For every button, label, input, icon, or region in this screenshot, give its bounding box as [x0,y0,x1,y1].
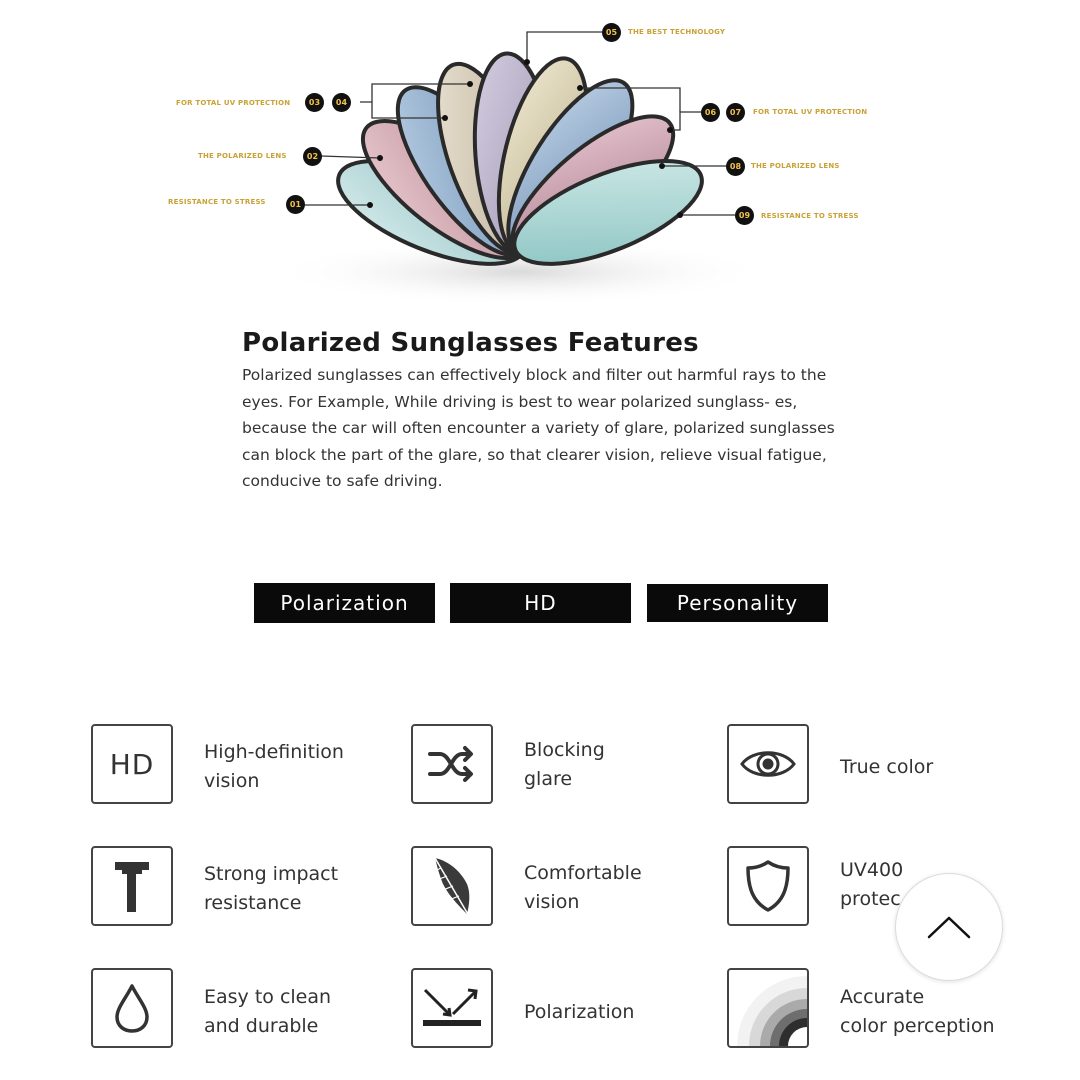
callout-badge-01: 01 [286,195,305,214]
hd-icon-text: HD [109,747,155,781]
eye-icon [727,724,809,804]
chevron-up-icon [926,914,972,940]
feature-label-comfortable-vision [524,859,642,917]
callout-label-07: FOR TOTAL UV PROTECTION [753,108,868,116]
rainbow-icon [727,968,809,1048]
features-description: Polarized sunglasses can effectively block and filter out harmful rays to the eyes. For Example, While driving is best to wear polarized sunglass- es, because the car will often encounter a variety of glare, polarized sunglasses can block the part of the glare, so that clearer vision, relieve visual fatigue, conducive to safe driving. [242,366,835,490]
hammer-icon [91,846,173,926]
tab-personality[interactable]: Personality [647,584,828,622]
feature-line-2: color perception [840,1015,995,1037]
feature-line-1: Accurate [840,986,925,1008]
tab-polarization[interactable]: Polarization [254,583,435,623]
callout-badge-07: 07 [726,103,745,122]
feature-line-1: High-definition [204,741,344,763]
callout-label-01: RESISTANCE TO STRESS [168,198,266,206]
feature-label-true-color [840,753,933,782]
feature-line-1: Polarization [524,1001,635,1023]
lens-fan-illustration [150,10,930,310]
callout-badge-08: 08 [726,157,745,176]
callout-badge-04: 04 [332,93,351,112]
reflection-icon [411,968,493,1048]
feature-line-2: vision [524,891,580,913]
feature-label-polarization [524,998,634,1027]
callout-badge-09: 09 [735,206,754,225]
feature-line-1: Strong impact [204,863,339,885]
callout-label-03: FOR TOTAL UV PROTECTION [176,99,291,107]
water-drop-icon [91,968,173,1048]
tab-hd[interactable]: HD [450,583,631,623]
feature-line-2: resistance [204,892,302,914]
callout-badge-06: 06 [701,103,720,122]
feature-line-2: protec [840,888,901,910]
callout-label-08: THE POLARIZED LENS [751,162,840,170]
feature-line-1: Blocking [524,739,605,761]
feature-label-high-definition [204,738,344,796]
feature-line-2: vision [204,770,260,792]
feature-label-uv400 [840,856,903,914]
feather-icon [411,846,493,926]
callout-badge-05: 05 [602,23,621,42]
feature-line-1: UV400 [840,859,904,881]
feature-line-1: Easy to clean [204,986,332,1008]
feature-line-1: True color [840,756,934,778]
feature-line-2: glare [524,768,573,790]
callout-label-09: RESISTANCE TO STRESS [761,212,859,220]
feature-label-easy-to-clean [204,983,331,1041]
callout-badge-02: 02 [303,147,322,166]
shield-icon [727,846,809,926]
callout-label-02: THE POLARIZED LENS [198,152,287,160]
lens-fan-diagram [150,10,930,310]
features-title: Polarized Sunglasses Features [242,328,699,358]
feature-label-impact-resistance [204,860,338,918]
callout-label-05: THE BEST TECHNOLOGY [628,28,726,36]
feature-line-2: and durable [204,1015,319,1037]
callout-badge-03: 03 [305,93,324,112]
hd-icon [91,724,173,804]
feature-label-blocking-glare [524,736,605,794]
shuffle-arrows-icon [411,724,493,804]
scroll-to-top-button[interactable] [895,873,1003,981]
feature-label-accurate-color [840,983,995,1041]
feature-line-1: Comfortable [524,862,642,884]
